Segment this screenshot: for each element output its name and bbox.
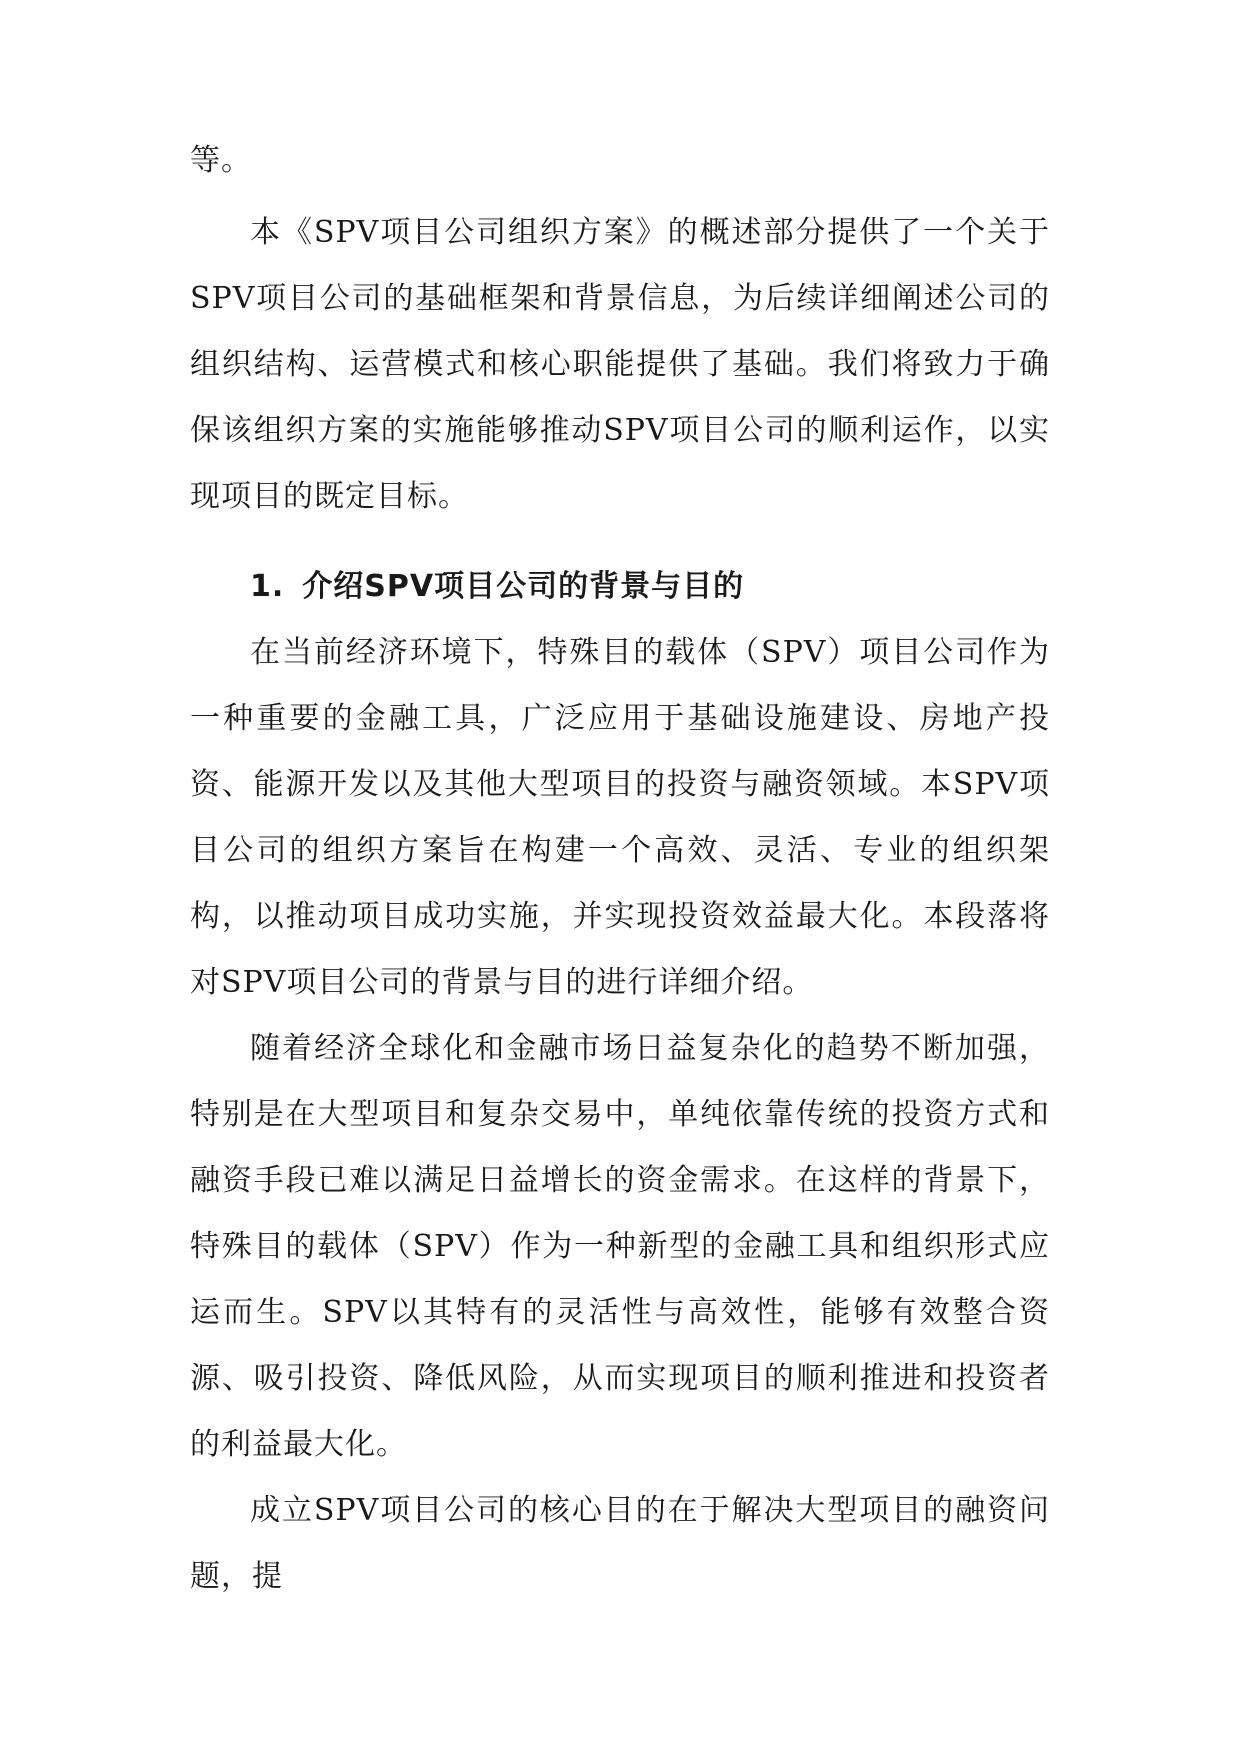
intro-paragraph: 本《SPV项目公司组织方案》的概述部分提供了一个关于SPV项目公司的基础框架和背景信息，为后续详细阐述公司的组织结构、运营模式和核心职能提供了基础。我们将致力于确保该组织方案的实施能够推动SPV项目公司的顺利运作，以实现项目的既定目标。 xyxy=(190,215,1050,514)
section-number: 1. xyxy=(250,569,285,604)
body-paragraph: 随着经济全球化和金融市场日益复杂化的趋势不断加强，特别是在大型项目和复杂交易中，单纯依靠传统的投资方式和融资手段已难以满足日益增长的资金需求。在这样的背景下，特殊目的载体（SPV）作为一种新型的金融工具和组织形式应运而生。SPV以其特有的灵活性与高效性，能够有效整合资源、吸引投资、降低风险，从而实现项目的顺利推进和投资者的利益最大化。 xyxy=(190,1031,1050,1462)
body-paragraph: 成立SPV项目公司的核心目的在于解决大型项目的融资问题，提 xyxy=(190,1493,1050,1594)
continuation-text: 等。 xyxy=(190,143,252,178)
body-paragraph: 在当前经济环境下，特殊目的载体（SPV）项目公司作为一种重要的金融工具，广泛应用于基础设施建设、房地产投资、能源开发以及其他大型项目的投资与融资领域。本SPV项目公司的组织方案旨在构建一个高效、灵活、专业的组织架构，以推动项目成功实施，并实现投资效益最大化。本段落将对SPV项目公司的背景与目的进行详细介绍。 xyxy=(190,635,1050,1000)
section-heading xyxy=(190,554,1050,620)
document-page xyxy=(190,128,1050,1610)
section-title: 介绍SPV项目公司的背景与目的 xyxy=(302,569,745,604)
